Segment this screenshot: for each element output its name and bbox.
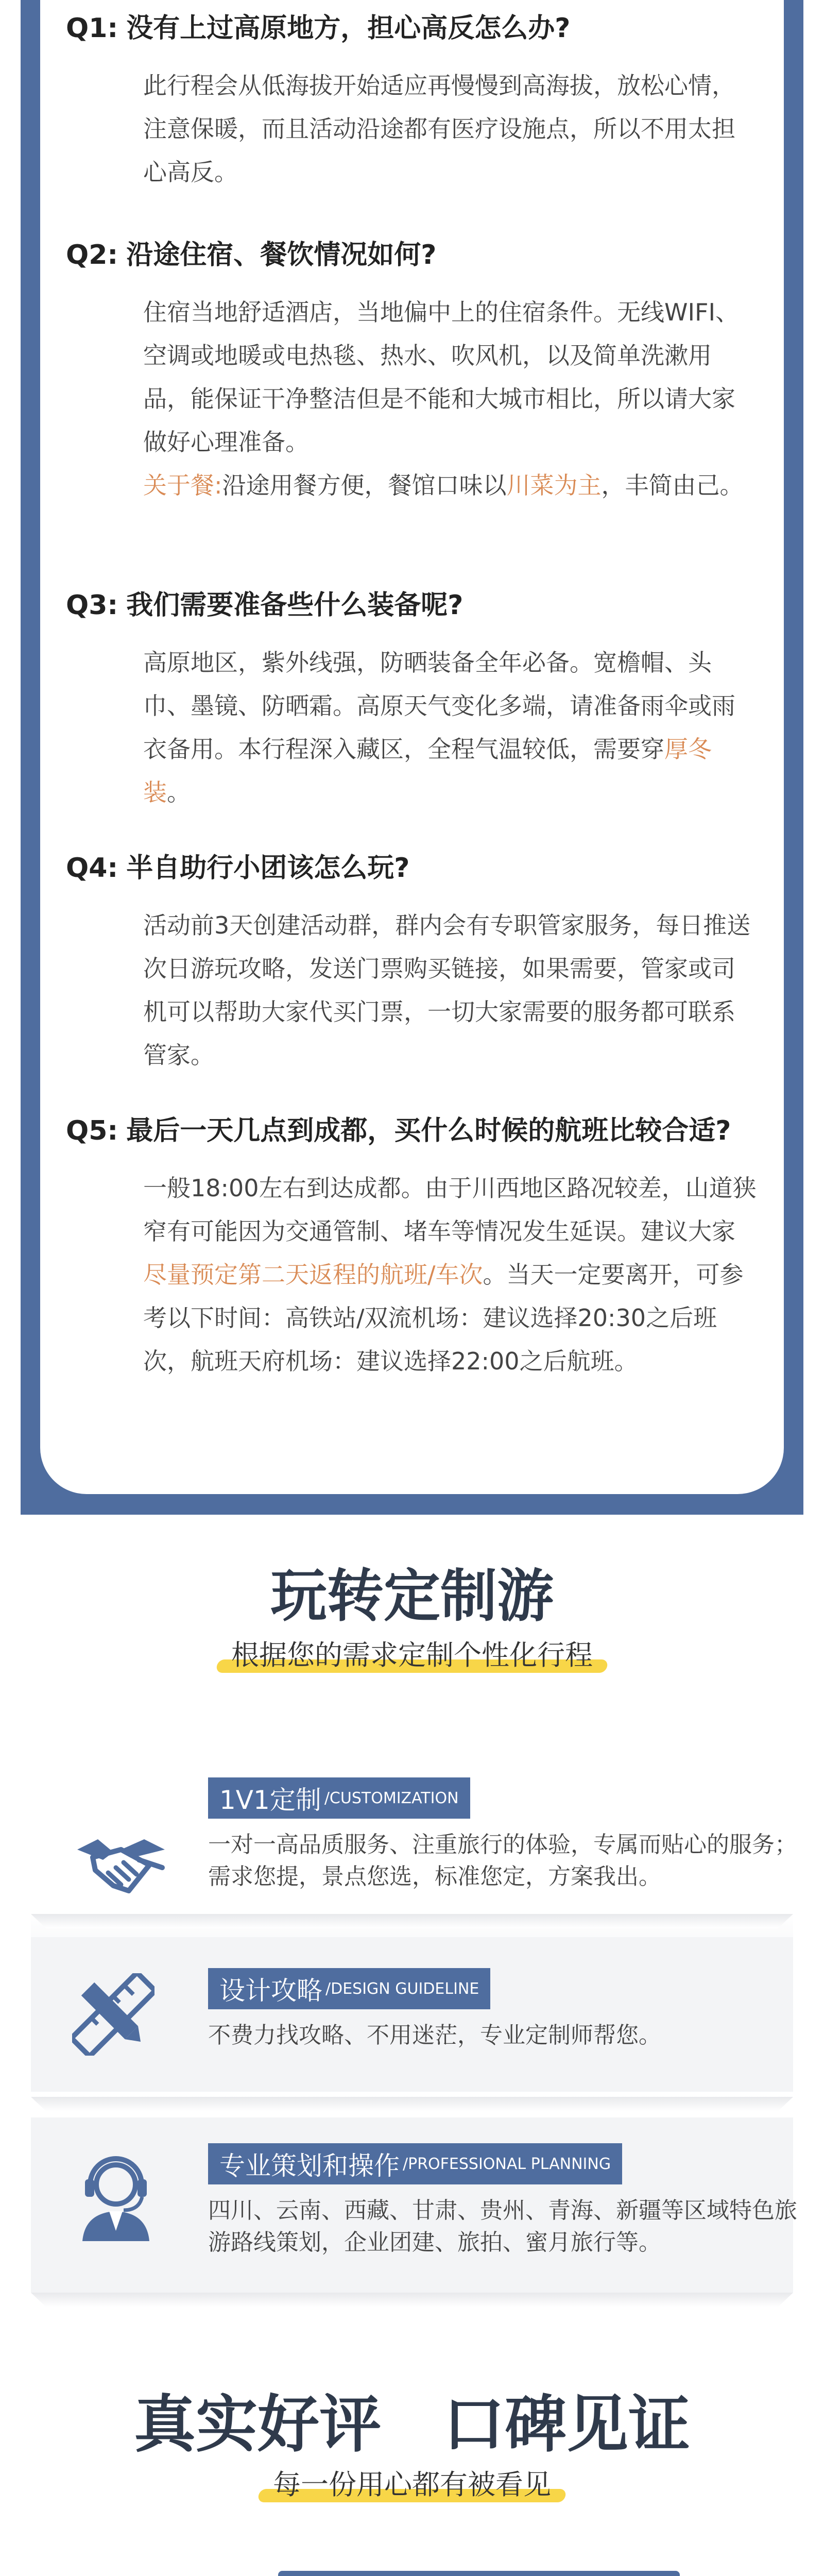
answer-text: ，丰简由己。 bbox=[601, 471, 744, 499]
service-text: 不费力找攻略、不用迷茫，专业定制师帮您。 bbox=[208, 2022, 661, 2048]
row-divider bbox=[31, 2097, 793, 2111]
question-text: 没有上过高原地方，担心高反怎么办? bbox=[126, 13, 571, 44]
answer-text: 活动前3天创建活动群，群内会有专职管家服务，每日推送次日游玩攻略，发送门票购买链接，如果需要，管家或司机可以帮助大家代买门票，一切大家需要的服务都可联系管家。 bbox=[143, 911, 751, 1069]
faq-question bbox=[66, 587, 758, 623]
faq-item-5 bbox=[66, 1113, 758, 1383]
answer-text: 高原地区，紫外线强，防晒装备全年必备。宽檐帽、头巾、墨镜、防晒霜。高原天气变化多端，请准备雨伞或雨衣备用。本行程深入藏区，全程气温较低，需要穿 bbox=[143, 649, 735, 763]
faq-item-3 bbox=[66, 587, 758, 814]
question-number: Q5: bbox=[66, 1115, 118, 1146]
question-number: Q4: bbox=[66, 853, 118, 884]
pencil-ruler-icon bbox=[72, 1973, 154, 2058]
answer-text: 沿途用餐方便，餐馆口味以 bbox=[222, 471, 507, 499]
question-number: Q1: bbox=[66, 13, 118, 44]
question-number: Q2: bbox=[66, 240, 118, 270]
highlighted-text: 厚冬装 bbox=[143, 735, 712, 806]
answer-text: 。 bbox=[167, 778, 191, 806]
highlighted-text: 川菜为主 bbox=[506, 471, 602, 499]
question-number: Q3: bbox=[66, 590, 118, 621]
faq-answer bbox=[143, 64, 758, 194]
faq-question bbox=[66, 237, 758, 273]
highlighted-text: 关于餐: bbox=[143, 471, 222, 499]
faq-question bbox=[66, 10, 758, 46]
faq-item-4 bbox=[66, 850, 758, 1077]
service-tag: 1V1定制 /CUSTOMIZATION bbox=[208, 1777, 470, 1819]
service-tag: 专业策划和操作 /PROFESSIONAL PLANNING bbox=[208, 2143, 622, 2184]
faq-item-2 bbox=[66, 237, 758, 507]
service-tag: 设计攻略 /DESIGN GUIDELINE bbox=[208, 1968, 490, 2009]
handshake-icon bbox=[72, 1829, 170, 1903]
reviews-bubble-top bbox=[278, 2571, 680, 2576]
faq-answer bbox=[143, 291, 758, 507]
reviews-title: 真实好评 口碑见证 bbox=[134, 2389, 690, 2461]
row-divider bbox=[31, 2293, 793, 2307]
question-text: 我们需要准备些什么装备呢? bbox=[126, 590, 464, 621]
question-text: 最后一天几点到成都，买什么时候的航班比较合适? bbox=[126, 1115, 731, 1146]
faq-card bbox=[40, 0, 784, 1494]
custom-subtitle: 根据您的需求定制个性化行程 bbox=[0, 1633, 824, 1673]
row-divider bbox=[31, 1914, 793, 1928]
faq-question bbox=[66, 850, 758, 886]
answer-text: 。当天一定要离开，可参考以下时间：高铁站/双流机场：建议选择20:30之后班次，航班天府机场：建议选择22:00之后航班。 bbox=[143, 1261, 744, 1375]
answer-text: 此行程会从低海拔开始适应再慢慢到高海拔，放松心情，注意保暖，而且活动沿途都有医疗设施点，所以不用太担心高反。 bbox=[143, 72, 735, 186]
service-text: 一对一高品质服务、注重旅行的体验，专属而贴心的服务；需求您提，景点您选，标准您定，方案我出。 bbox=[208, 1832, 797, 1890]
question-text: 沿途住宿、餐饮情况如何? bbox=[126, 240, 437, 270]
answer-text: 一般18:00左右到达成都。由于川西地区路况较差，山道狭窄有可能因为交通管制、堵车等情况发生延误。建议大家 bbox=[143, 1174, 757, 1245]
reviews-subtitle: 每一份用心都有被看见 bbox=[0, 2463, 824, 2502]
faq-answer bbox=[143, 904, 758, 1077]
custom-title: 玩转定制游 bbox=[270, 1563, 554, 1629]
answer-text: 住宿当地舒适酒店，当地偏中上的住宿条件。无线WIFI、空调或地暖或电热毯、热水、吹风机，以及简单洗漱用品，能保证干净整洁但是不能和大城市相比，所以请大家做好心理准备。 bbox=[143, 298, 740, 456]
headset-agent-icon bbox=[77, 2154, 154, 2243]
service-text: 四川、云南、西藏、甘肃、贵州、青海、新疆等区域特色旅游路线策划，企业团建、旅拍、蜜月旅行等。 bbox=[208, 2197, 797, 2256]
faq-answer bbox=[143, 1166, 758, 1383]
question-text: 半自助行小团该怎么玩? bbox=[126, 853, 410, 884]
faq-item-1 bbox=[66, 10, 758, 194]
highlighted-text: 尽量预定第二天返程的航班/车次 bbox=[143, 1261, 483, 1289]
faq-question bbox=[66, 1113, 758, 1149]
faq-answer bbox=[143, 641, 758, 814]
